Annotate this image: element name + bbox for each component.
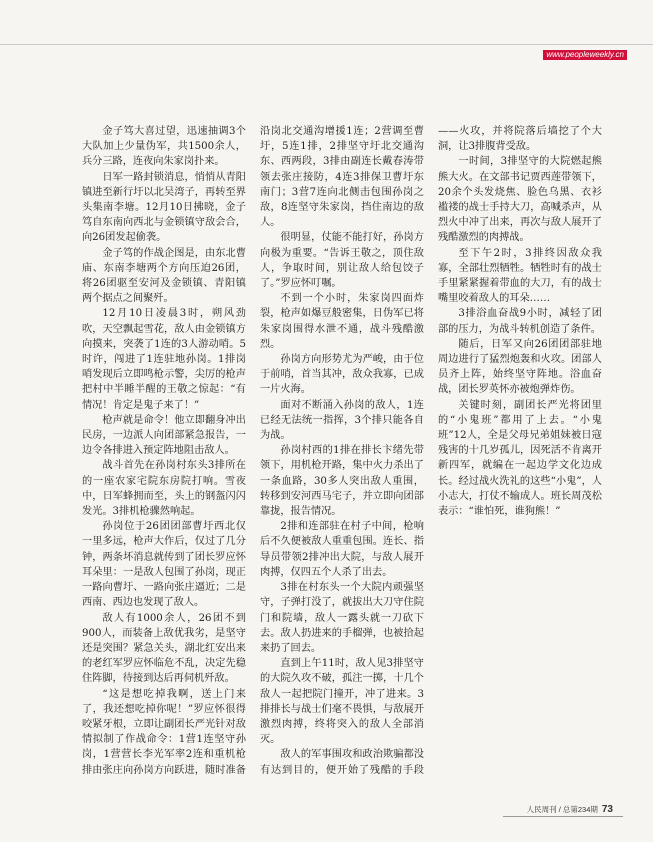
paragraph: 直到上午11时，敌人见3排坚守的大院久攻不破，孤注一掷，十几个敌人一起把院门撞开，冲了进来。3排排长与战士们毫不畏惧，与敌展开激烈肉搏，终将突入的敌人全部消灭。 (260, 658, 424, 746)
paragraph: 金子笃的作战企图是，由东北曹庙、东南李塘两个方向压迫26团，将26团驱至安河及金锁镇、青阳镇两个据点之间聚歼。 (82, 247, 246, 305)
paragraph: 孙岗位于26团团部曹圩西北仅一里多远，枪声大作后，仅过了几分钟，两条坏消息就传到了团长罗应怀耳朵里：一是敌人包围了孙岗，现正一路向曹圩、一路向张庄逼近；二是西南、西边也发现了敌人。 (82, 521, 246, 609)
paragraph: 战斗首先在孙岗村东头3排所在的一座农家宅院东房院打响。雪夜中，日军蜂拥而至，头上的钢盔闪闪发光。3排机枪骤然响起。 (82, 460, 246, 518)
paragraph: 很明显，仗能不能打好，孙岗方向极为重要。“告诉王敬之，顶住敌人，争取时间，别让敌人给包饺子了。”罗应怀叮嘱。 (260, 232, 424, 290)
paragraph: 枪声就是命令！他立即翻身冲出民房，一边派人向团部紧急报告，一边令各排进入预定阵地阻击敌人。 (82, 414, 246, 457)
paragraph: 3排在村东头一个大院内顽强坚守，子弹打没了，就拔出大刀守住院门和院墙，敌人一露头就一刀砍下去。敌人扔进来的手榴弹，也被拾起来扔了回去。 (260, 582, 424, 654)
publication-label: 人民周刊 / 总第234期 (526, 805, 598, 814)
paragraph: 至下午2时，3排终因敌众我寡，全部壮烈牺牲。牺牲时有的战士手里紧紧握着带血的大刀，有的战士嘴里咬着敌人的耳朵…… (438, 247, 602, 305)
paragraph: 一时间，3排坚守的大院燃起熊熊大火。在文部书记贾西莲带领下，20余个头发烧焦、脸色乌黑、衣衫褴褛的战士手持大刀，高喊杀声，从烈火中冲了出来，再次与敌人展开了残酷激烈的肉搏战。 (438, 156, 602, 244)
page-footer (527, 804, 613, 815)
paragraph: 面对不断涌入孙岗的敌人，1连已经无法统一指挥，3个排只能各自为战。 (260, 399, 424, 442)
paragraph: 关键时刻，副团长严光将团里的“小鬼班”都用了上去。“小鬼班”12人，全是父母兄弟姐妹被日寇残害的十几岁孤儿，因死活不肯离开新四军，就编在一起边学文化边成长。经过战火洗礼的这些“小鬼”，人小志大，打仗不输成人。班长周茂松表示：“谁怕死，谁狗熊！” (438, 399, 602, 518)
paragraph: 2排和连部驻在村子中间，枪响后不久便被敌人重重包围。连长、指导员带领2排冲出大院，与敌人展开肉搏，仅四五个人杀了出去。 (260, 521, 424, 578)
paragraph: “这是想吃掉我啊，送上门来了，我还想吃掉你呢！”罗应怀很得咬紧牙根，立即让副团长严光针对敌情拟制了作战命令：1营1连坚守孙岗，1营营长李光军率2连和重机枪排由张庄向孙岗方向跃进，随时准备沿岗北交通沟增援1连；2营调至曹圩，5连1排，2排坚守圩北交通沟东、西两段，3排由副连长戴春涛带领去张庄接防，4连3排保卫曹圩东南门；3营7连向北侧击包围孙岗之敌，8连坚守朱家岗，挡住南边的敌人。 (82, 126, 424, 776)
paragraph: 金子笃大喜过望，迅速抽调3个大队加上少量伪军，共1500余人，兵分三路，连夜向朱家岗扑来。 (82, 126, 246, 168)
page-number: 73 (601, 804, 613, 815)
paragraph: 不到一个小时，朱家岗四面炸裂，枪声如爆豆般密集，日伪军已将朱家岗围得水泄不通，战斗残酷激烈。 (260, 293, 424, 350)
article-body (82, 124, 602, 792)
paragraph: 孙岗方向形势尤为严峻，由于位于前哨，首当其冲，敌众我寡，已成一片火海。 (260, 354, 424, 396)
header-rule (0, 44, 653, 45)
paragraph: 孙岗村西的1排在排长卞绪先带领下，用机枪开路，集中火力杀出了一条血路，30多人突出敌人重围，转移到安河西马宅子，并立即向团部靠拢，报告情况。 (260, 445, 424, 518)
paragraph: 12月10日凌晨3时，朔风劲吹，天空飘起雪花，敌人由金锁镇方向摸来，突袭了1连的3人游动哨。5时许，闯进了1连驻地孙岗。1排岗哨发现后立即鸣枪示警，尖厉的枪声把村中半睡半醒的王敬之惊起：“有情况！肯定是鬼子来了！” (82, 308, 246, 411)
paragraph: 敌人的军事围攻和政治欺骗都没有达到目的，便开始了残酷的手段——火攻，并将院落后墙挖了个大洞，让3排腹背受敌。 (260, 126, 602, 776)
paragraph: 日军一路封锁消息，悄悄从青阳镇进至新行圩以北吴湾子，再转至界头集南李塘。12月10日拂晓，金子笃自东南向西北与金锁镇守敌会合，向26团发起偷袭。 (82, 171, 246, 244)
footer-rule (503, 816, 623, 817)
paragraph: 3排浴血奋战9小时，减轻了团部的压力，为战斗转机创造了条件。 (438, 308, 602, 335)
paragraph: 敌人有1000余人，26团不到900人，而装备上敌优我劣，是坚守还是突围？紧急关头，湖北红安出来的老红军罗应怀临危不乱，决定先稳住阵脚，待接到达后再伺机歼敌。 (82, 612, 246, 685)
paragraph: 随后，日军又向26团团部驻地周边进行了猛烈炮轰和火攻。团部人员齐上阵，始终坚守阵地。浴血奋战，团长罗英怀亦被炮弹炸伤。 (438, 338, 602, 396)
site-url-badge: www.peopleweekly.cn (543, 50, 627, 60)
